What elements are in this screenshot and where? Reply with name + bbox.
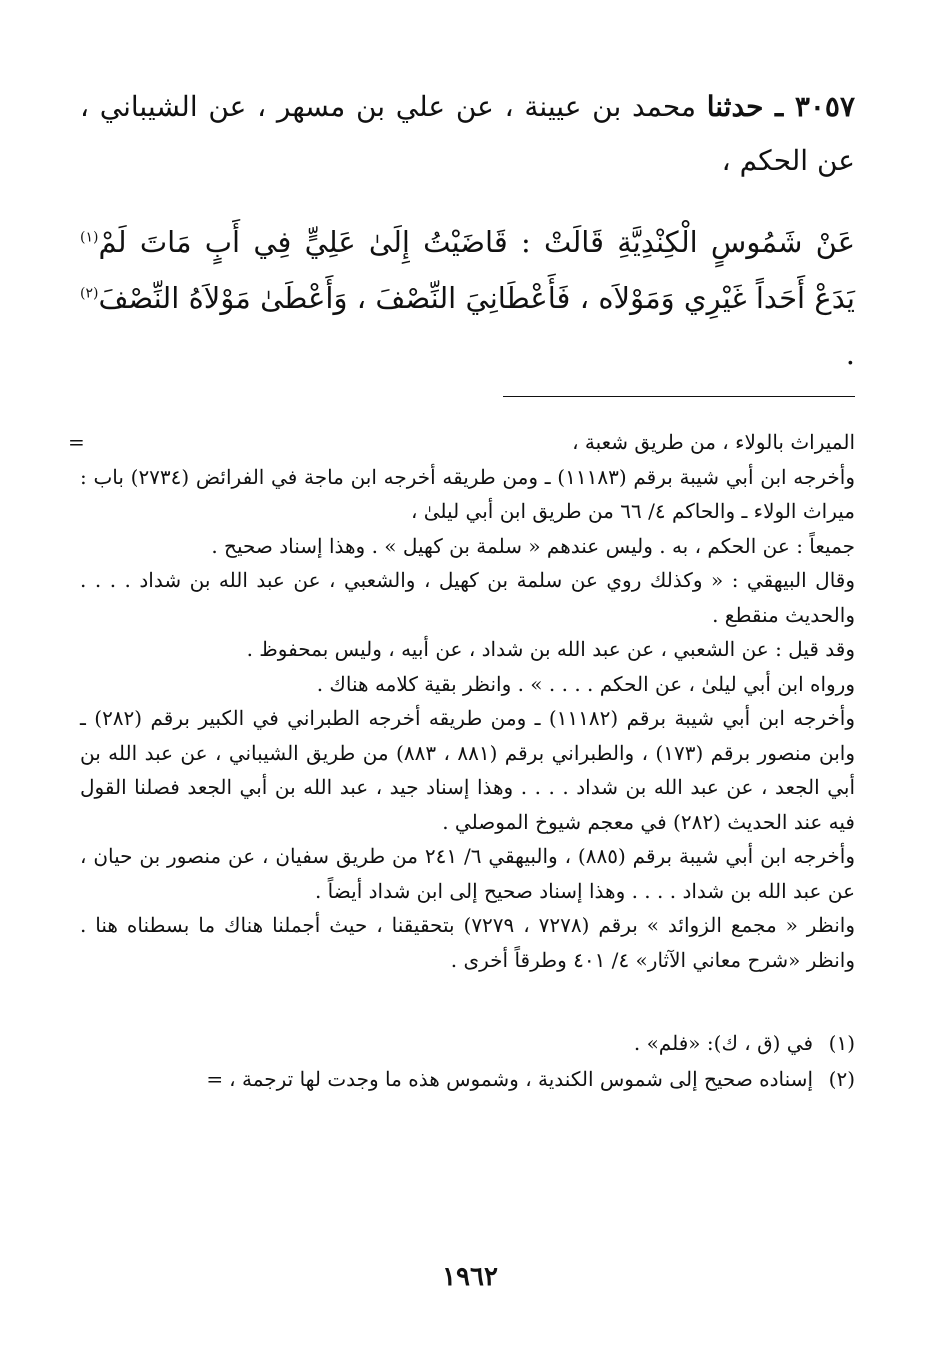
takhrij-paragraph: وأخرجه ابن أبي شيبة برقم (١١١٨٣) ـ ومن طريقه أخرجه ابن ماجة في الفرائض (٢٧٣٤) باب : ميراث الولاء ـ والحاكم ٤/ ٦٦ من طريق ابن أبي ليلىٰ ،: [80, 464, 855, 523]
section-divider: [503, 396, 855, 397]
takhrij-paragraph: وانظر « مجمع الزوائد » برقم (٧٢٧٨ ، ٧٢٧٩) بتحقيقنا ، حيث أجملنا هناك ما بسطناه هنا . وانظر «شرح معاني الآثار» ٤/ ٤٠١ وطرقاً أخرى .: [80, 913, 855, 972]
hadith-number: ٣٠٥٧: [794, 90, 855, 123]
footnote-number: (٢): [828, 1067, 855, 1091]
page-number: ١٩٦٢: [442, 1262, 498, 1292]
takhrij-paragraph: وأخرجه ابن أبي شيبة برقم (٨٨٥) ، والبيهقي ٦/ ٢٤١ من طريق سفيان ، عن منصور بن حيان ، عن عبد الله بن شداد . . . . وهذا إسناد صحيح إلى ابن شداد أيضاً .: [80, 844, 856, 903]
footnote-marker-2[interactable]: (٢): [80, 285, 99, 302]
takhrij-section: [68, 425, 856, 977]
footnote-2: [80, 1061, 855, 1097]
book-page: [68, 80, 856, 1371]
footnote-number: (١): [828, 1031, 855, 1055]
footnote-continuation-mark: =: [206, 1067, 224, 1091]
footnote-text: إسناده صحيح إلى شموس الكندية ، وشموس هذه ما وجدت لها ترجمة ،: [229, 1067, 813, 1091]
footnote-1: [80, 1025, 855, 1061]
matn-text-part1: عَنْ شَمُوسٍ الْكِنْدِيَّةِ قَالَتْ : قَاضَيْتُ إِلَىٰ عَلِيٍّ فِي أَبٍ مَاتَ لَمْ: [98, 225, 855, 259]
matn-end: .: [845, 337, 855, 371]
hadith-matn: [80, 214, 855, 382]
takhrij-paragraph: جميعاً : عن الحكم ، به . وليس عندهم « سلمة بن كهيل » . وهذا إسناد صحيح .: [211, 533, 855, 558]
takhrij-paragraph: وقد قيل : عن الشعبي ، عن عبد الله بن شداد ، عن أبيه ، وليس بمحفوظ .: [246, 637, 855, 661]
takhrij-paragraph: ورواه ابن أبي ليلىٰ ، عن الحكم . . . . » . وانظر بقية كلامه هناك .: [316, 671, 855, 696]
takhrij-paragraph: وقال البيهقي : « وكذلك روي عن سلمة بن كهيل ، والشعبي ، عن عبد الله بن شداد . . . . والحديث منقطع .: [80, 568, 855, 627]
takhrij-paragraph: الميراث بالولاء ، من طريق شعبة ،: [572, 430, 855, 454]
matn-text-part2: يَدَعْ أَحَداً غَيْرِي وَمَوْلاَه ، فَأَعْطَانِيَ النِّصْفَ ، وَأَعْطَىٰ مَوْلاَهُ النِّصْفَ: [98, 281, 855, 315]
takhrij-paragraph: وأخرجه ابن أبي شيبة برقم (١١١٨٢) ـ ومن طريقه أخرجه الطبراني في الكبير برقم (٢٨٢) ـ وابن منصور برقم (١٧٣) ، والطبراني برقم (٨٨١ ، ٨٨٣) من طريق الشيباني ، عن عبد الله بن أبي الجعد ، عن عبد الله بن شداد . . . . وهذا إسناد جيد ، عبد الله بن أبي الجعد فصلنا القول فيه عند الحديث (٢٨٢) في معجم شيوخ الموصلي .: [80, 706, 856, 834]
hadith-dash: ـ: [763, 90, 795, 123]
hadith-isnad: [80, 80, 855, 188]
isnad-start: حدثنا: [706, 90, 764, 123]
footnote-marker-1[interactable]: (١): [80, 229, 99, 246]
footnotes: [80, 1025, 855, 1097]
continuation-mark: =: [68, 430, 85, 454]
isnad-text: محمد بن عيينة ، عن علي بن مسهر ، عن الشيباني ، عن الحكم ،: [80, 90, 855, 177]
footnote-text: في (ق ، ك): «فلم» .: [633, 1031, 813, 1055]
